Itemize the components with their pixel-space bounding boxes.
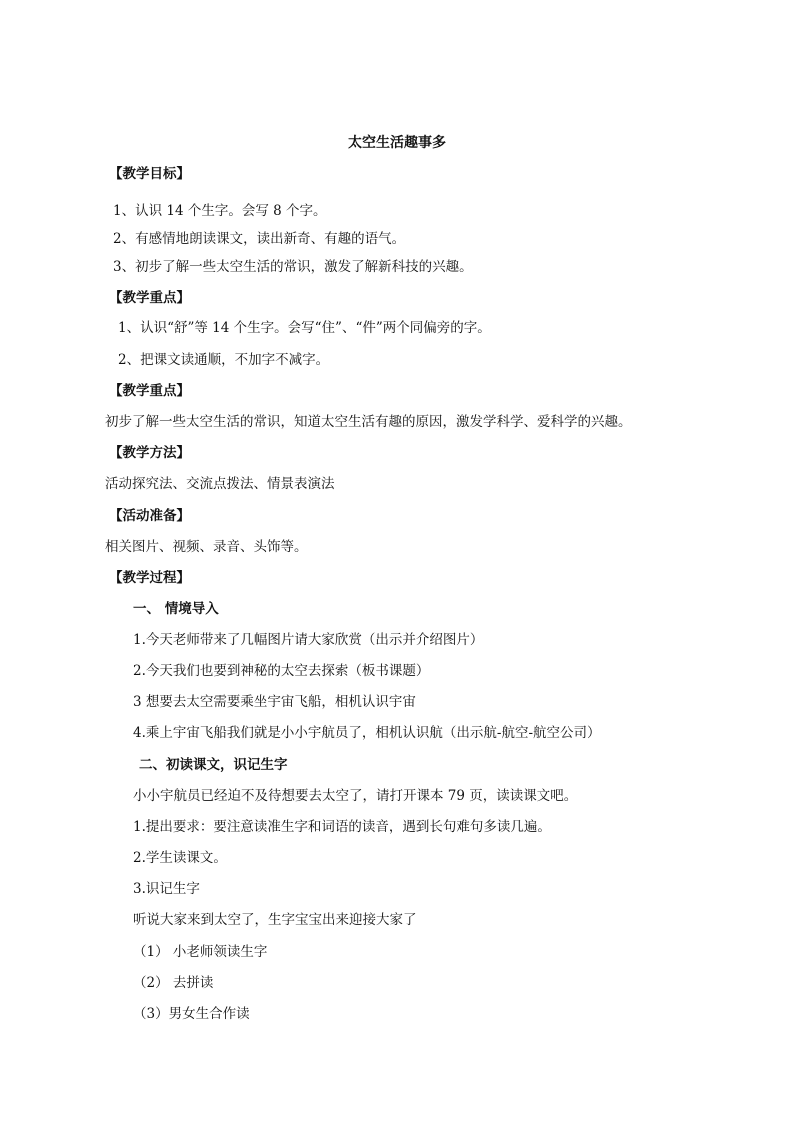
part2-title: 二、初读课文，识记生字 (139, 757, 288, 773)
prep-heading: 【活动准备】 (109, 508, 190, 524)
methods-heading: 【教学方法】 (109, 445, 190, 461)
goal-item-3: 3、初步了解一些太空生活的常识，激发了解新科技的兴趣。 (113, 259, 473, 275)
part1-item-3: 3 想要去太空需要乘坐宇宙飞船，相机认识宇宙 (133, 694, 416, 710)
part1-item-2: 2.今天我们也要到神秘的太空去探索（板书课题） (133, 663, 430, 679)
part2-item-4: 3.识记生字 (133, 881, 200, 897)
part1-item-4: 4.乘上宇宙飞船我们就是小小宇航员了，相机认识航（出示航-航空-航空公司） (133, 725, 601, 741)
key-point-item-2: 2、把课文读通顺，不加字不减字。 (118, 352, 330, 368)
part1-item-1: 1.今天老师带来了几幅图片请大家欣赏（出示并介绍图片） (133, 632, 484, 648)
key-points-heading: 【教学重点】 (109, 290, 190, 306)
part2-item-2: 1.提出要求：要注意读准生字和词语的读音，遇到长句难句多读几遍。 (133, 819, 551, 835)
goal-item-1: 1、认识 14 个生字。会写 8 个字。 (113, 203, 327, 219)
goals-heading: 【教学目标】 (109, 166, 190, 182)
difficulty-heading: 【教学重点】 (109, 383, 190, 399)
part2-item-5: 听说大家来到太空了，生字宝宝出来迎接大家了 (133, 912, 417, 928)
part2-item-7: （2） 去拼读 (133, 975, 214, 991)
methods-text: 活动探究法、交流点拨法、情景表演法 (105, 476, 335, 492)
page-title: 太空生活趣事多 (348, 135, 446, 151)
prep-text: 相关图片、视频、录音、头饰等。 (105, 539, 308, 555)
process-heading: 【教学过程】 (109, 570, 190, 586)
part2-item-6: （1） 小老师领读生字 (133, 944, 268, 960)
goal-item-2: 2、有感情地朗读课文，读出新奇、有趣的语气。 (113, 231, 406, 247)
part2-item-1: 小小宇航员已经迫不及待想要去太空了，请打开课本 79 页，读读课文吧。 (133, 788, 578, 804)
part2-item-3: 2.学生读课文。 (133, 850, 227, 866)
part2-item-8: （3）男女生合作读 (133, 1006, 250, 1022)
key-point-item-1: 1、认识“舒”等 14 个生字。会写“住”、“件”两个同偏旁的字。 (118, 320, 491, 336)
part1-title: 一、 情境导入 (133, 601, 219, 617)
difficulty-text: 初步了解一些太空生活的常识，知道太空生活有趣的原因，激发学科学、爱科学的兴趣。 (105, 414, 632, 430)
